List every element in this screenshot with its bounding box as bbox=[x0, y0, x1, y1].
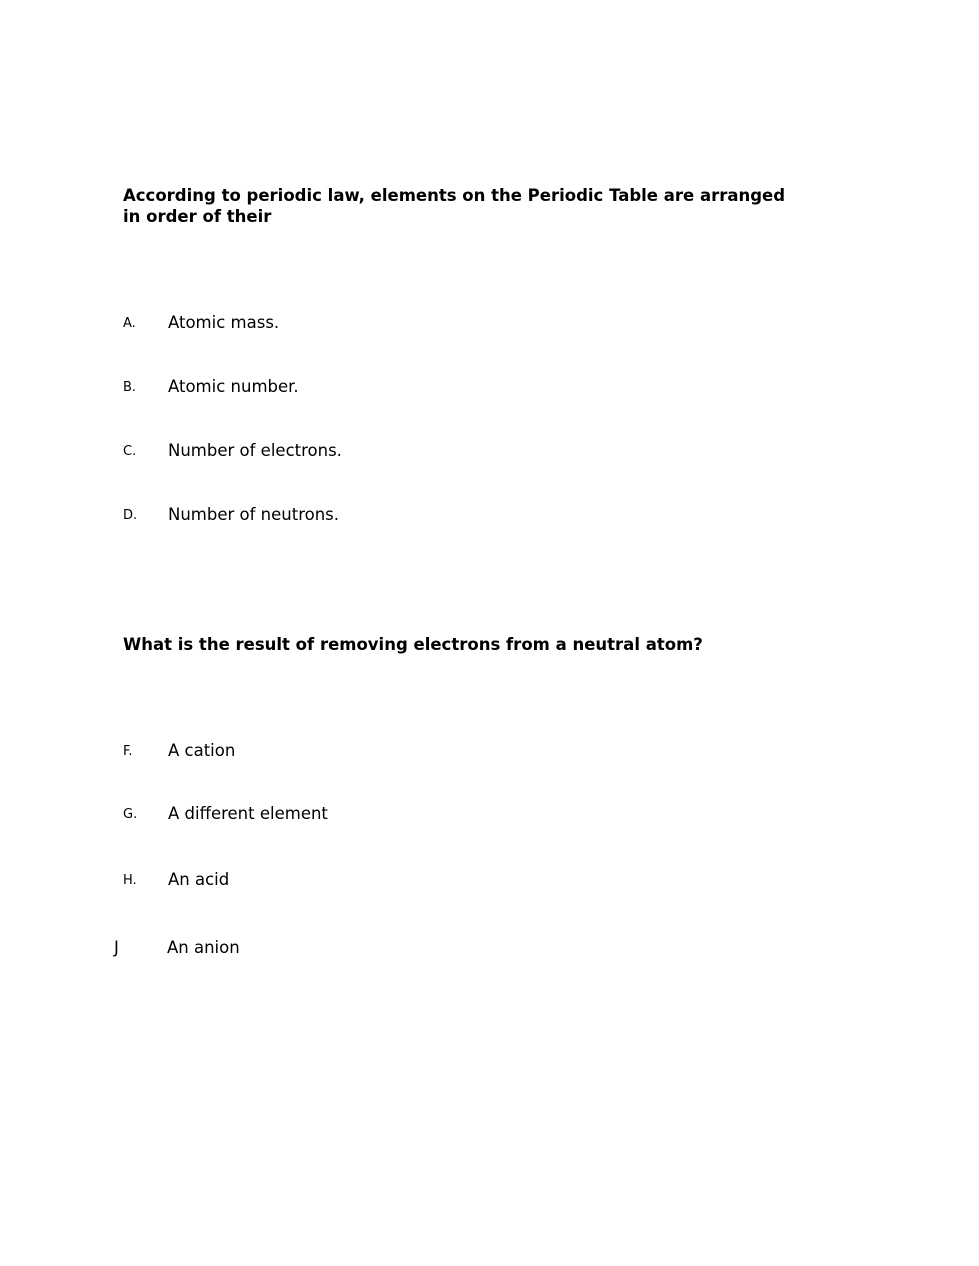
question-1-prompt: According to periodic law, elements on the Periodic Table are arranged in order of their bbox=[123, 186, 786, 226]
choice-text: Number of neutrons. bbox=[168, 505, 340, 524]
answer-choice-g[interactable] bbox=[0, 804, 979, 826]
choice-letter: C. bbox=[123, 444, 137, 459]
choice-letter: F. bbox=[123, 744, 133, 759]
choice-text: An acid bbox=[168, 870, 230, 889]
choice-text: Atomic mass. bbox=[168, 313, 280, 332]
answer-choice-a[interactable] bbox=[0, 313, 979, 335]
question-2-prompt: What is the result of removing electrons from a neutral atom? bbox=[123, 635, 703, 654]
answer-choice-j[interactable] bbox=[0, 938, 979, 960]
choice-letter: D. bbox=[123, 508, 138, 523]
choice-letter: B. bbox=[123, 380, 137, 395]
choice-text: An anion bbox=[167, 938, 240, 957]
choice-letter: A. bbox=[123, 316, 136, 331]
choice-text: Number of electrons. bbox=[168, 441, 342, 460]
answer-choice-b[interactable] bbox=[0, 377, 979, 399]
answer-choice-c[interactable] bbox=[0, 441, 979, 463]
choice-letter: G. bbox=[123, 807, 138, 822]
choice-text: A cation bbox=[168, 741, 236, 760]
choice-text: Atomic number. bbox=[168, 377, 299, 396]
answer-choice-h[interactable] bbox=[0, 870, 979, 892]
choice-letter: J bbox=[114, 938, 119, 957]
answer-choice-d[interactable] bbox=[0, 505, 979, 527]
choice-text: A different element bbox=[168, 804, 328, 823]
answer-choice-f[interactable] bbox=[0, 741, 979, 763]
choice-letter: H. bbox=[123, 873, 137, 888]
